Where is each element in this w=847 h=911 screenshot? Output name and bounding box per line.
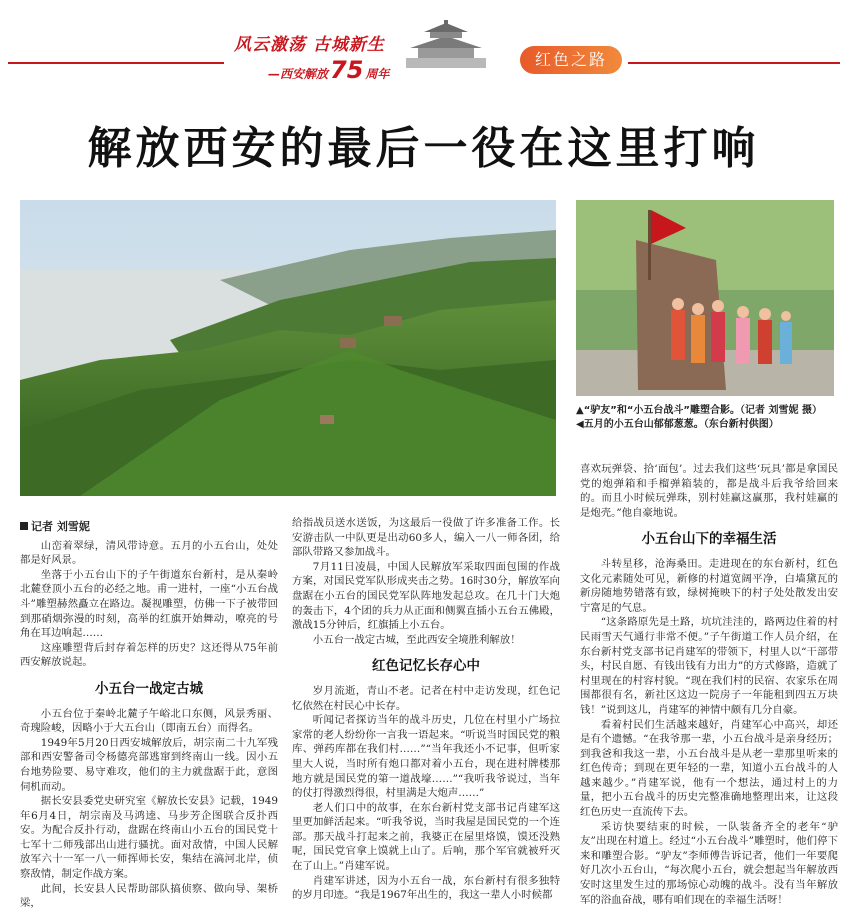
paragraph: 老人们口中的故事，在东台新村党支部书记肖建军这里更加鲜活起来。“听我爷说，当时我屋是国民党的一个连部。那天战斗打起来之前，我婆正在屋里烙馍，馍还没熟呢，国民党官拿上馍就上山了。后响，那个军官就被歼灭在了山上。”肖建军说。: [292, 801, 560, 873]
caption-line-2: ◀五月的小五台山郁郁葱葱。（东台新村供图）: [576, 419, 779, 430]
header-rule-left: [8, 62, 224, 64]
headline: 解放西安的最后一役在这里打响: [87, 123, 760, 174]
mountain-landscape-photo: [20, 200, 556, 496]
logo-sub-prefix: —西安解放: [268, 67, 329, 81]
caption-line-1: ▲“驴友”和“小五台战斗”雕塑合影。（记者 刘雪妮 摄）: [576, 405, 822, 416]
paragraph: 喜欢玩弹袋、拾‘面包’。过去我们这些‘玩具’都是拿国民党的炮弹箱和手榴弹箱装的，都是战斗后我爷给回来的。而且小时候玩弹珠，别村娃赢这赢那，我村娃赢的是炮壳。”他自豪地说。: [580, 463, 838, 519]
paragraph: 斗转星移，沧海桑田。走进现在的东台新村，红色文化元素随处可见，新修的村道宽阔平净，白墙黛瓦的新房随地势错落有致，绿树掩映下的村子处处散发出安宁富足的气息。: [580, 557, 838, 614]
paragraph: 这座雕塑背后封存着怎样的历史？这还得从75年前西安解放说起。: [20, 641, 278, 669]
paragraph: 据长安县委党史研究室《解放长安县》记载，1949年6月4日，胡宗南及马鸿逵、马步芳企图联合反扑西安。为配合反扑行动，盘踞在终南山小五台的国民党十七军十二师残部出山进行骚扰。面对敌情，中国人民解放军六十一军一八一师挥师长安，集结在滈河北岸，侦察敌情，制定作战方案。: [20, 795, 278, 881]
subheading: 小五台一战定古城: [95, 680, 203, 697]
paragraph: 岁月流逝，青山不老。记者在村中走访发现，红色记忆依然在村民心中长存。: [292, 684, 560, 712]
bell-tower-icon: [396, 20, 496, 70]
paragraph: 听闻记者探访当年的战斗历史，几位在村里小广场拉家常的老人纷纷你一言我一语起来。“听说当时国民党的粮库、弹药库都在我们村……”“当年我还小不记事，但听家里大人说，当时所有炮口都对着小五台，现在进村牌楼那地方就是国民党的第一道战壕……”“我听我爷说过，当年的仗打得激烈得很，村里满是大炮声……”: [292, 714, 560, 800]
paragraph: “这条路原先是土路，坑坑洼洼的，路两边住着的村民雨雪天气通行非常不便。”子午街道工作人员介绍，在东台新村党支部书记肖建军的带领下，村里人以“干部带头，村民自愿、有钱出钱有力出力”的方式修路，造就了村里现在的村容村貌。“现在我们村的民宿、农家乐在周围都很有名，新社区这边一院房子一年能租到四五万块钱！”说到这儿，肖建军的神情中颇有几分自豪。: [580, 616, 838, 716]
subheading: 红色记忆长存心中: [372, 658, 480, 675]
paragraph: 坐落于小五台山下的子午街道东台新村，是从秦岭北麓登顶小五台的必经之地。甫一进村，一座“小五台战斗”雕塑赫然矗立在路边。凝视雕塑，仿佛一下子被带回到那硝烟弥漫的时刻，高举的红旗开始舞动，嘹亮的号角在耳边响起……: [20, 568, 278, 640]
logo-anniversary-number: 75: [330, 56, 364, 84]
hikers-with-statue-photo: [576, 200, 834, 396]
byline-square-icon: [20, 522, 28, 530]
paragraph: 此间，长安县人民帮助部队搞侦察、做向导、架桥梁，: [20, 882, 278, 910]
paragraph: 山峦着翠绿，清风带诗意。五月的小五台山，处处都是好风景。: [20, 539, 278, 567]
subheading: 小五台山下的幸福生活: [641, 531, 777, 548]
paragraph: 采访快要结束的时候，一队装备齐全的老年“驴友”出现在村道上。经过“小五台战斗”雕塑时，他们停下来和雕塑合影。“驴友”李师傅告诉记者，他们一年要爬好几次小五台山，“每次爬小五台，就会想起当年解放西安时这里发生过的那场惊心动魄的战斗。没有当年解放军的浴血奋战，哪有咱们现在的幸福生活呀！: [580, 820, 838, 906]
paragraph: 7月11日凌晨，中国人民解放军采取四面包围的作战方案，对国民党军队形成夹击之势。16时30分，解放军向盘踞在小五台的国民党军队阵地发起总攻。在几十门大炮的轰击下，4个团的兵力从正面和侧翼直插小五台五佛殿，激战15分钟后，红旗插上小五台。: [292, 560, 560, 632]
header-rule-right: [628, 62, 840, 64]
paragraph: 看着村民们生活越来越好，肖建军心中高兴，却还是有个遗憾。“在我爷那一辈，小五台战斗是亲身经历；到我爸和我这一辈，小五台战斗是从老一辈那里听来的红色传奇；到现在更年轻的一辈，知道小五台战斗的人越来越少。”肖建军说，他有一个想法，通过村上的力量，把小五台战斗的历史完整准确地整理出来，让这段红色历史一直流传下去。: [580, 718, 838, 819]
page-header: [0, 0, 847, 100]
paragraph: 小五台一战定古城，至此西安全境胜利解放！: [312, 633, 521, 646]
byline-text: 记者 刘雪妮: [31, 520, 90, 533]
logo-slogan: 风云激荡 古城新生: [234, 35, 385, 55]
paragraph: 肖建军讲述，因为小五台一战，东台新村有很多独特的岁月印迹。“我是1967年出生的，我这一辈人小时候都: [292, 874, 560, 902]
byline: [20, 520, 278, 535]
photo-caption: [576, 404, 840, 432]
article-column-2: [292, 516, 560, 903]
paragraph: 小五台位于秦岭北麓子午峪北口东侧，风景秀丽、奇瑰险峻，因略小于大五台山（即南五台）而得名。: [20, 707, 278, 735]
logo-subtitle: [268, 56, 389, 84]
article-column-3: [580, 462, 838, 907]
section-tag: 红色之路: [520, 46, 622, 74]
article-column-1: [20, 520, 278, 911]
paragraph: 1949年5月20日西安城解放后，胡宗南二十九军残部和西安警备司令杨德亮部逃窜到终南山一线。因小五台地势险要、易守难攻，他们的主力就盘踞于此，意图伺机而动。: [20, 736, 278, 793]
logo-sub-suffix: 周年: [365, 67, 390, 81]
paragraph: 给指战员送水送饭，为这最后一役做了许多准备工作。长安游击队一中队更是出动60多人，编入一八一师各团，给部队带路又参加战斗。: [292, 517, 560, 559]
column-logo: [228, 20, 518, 88]
